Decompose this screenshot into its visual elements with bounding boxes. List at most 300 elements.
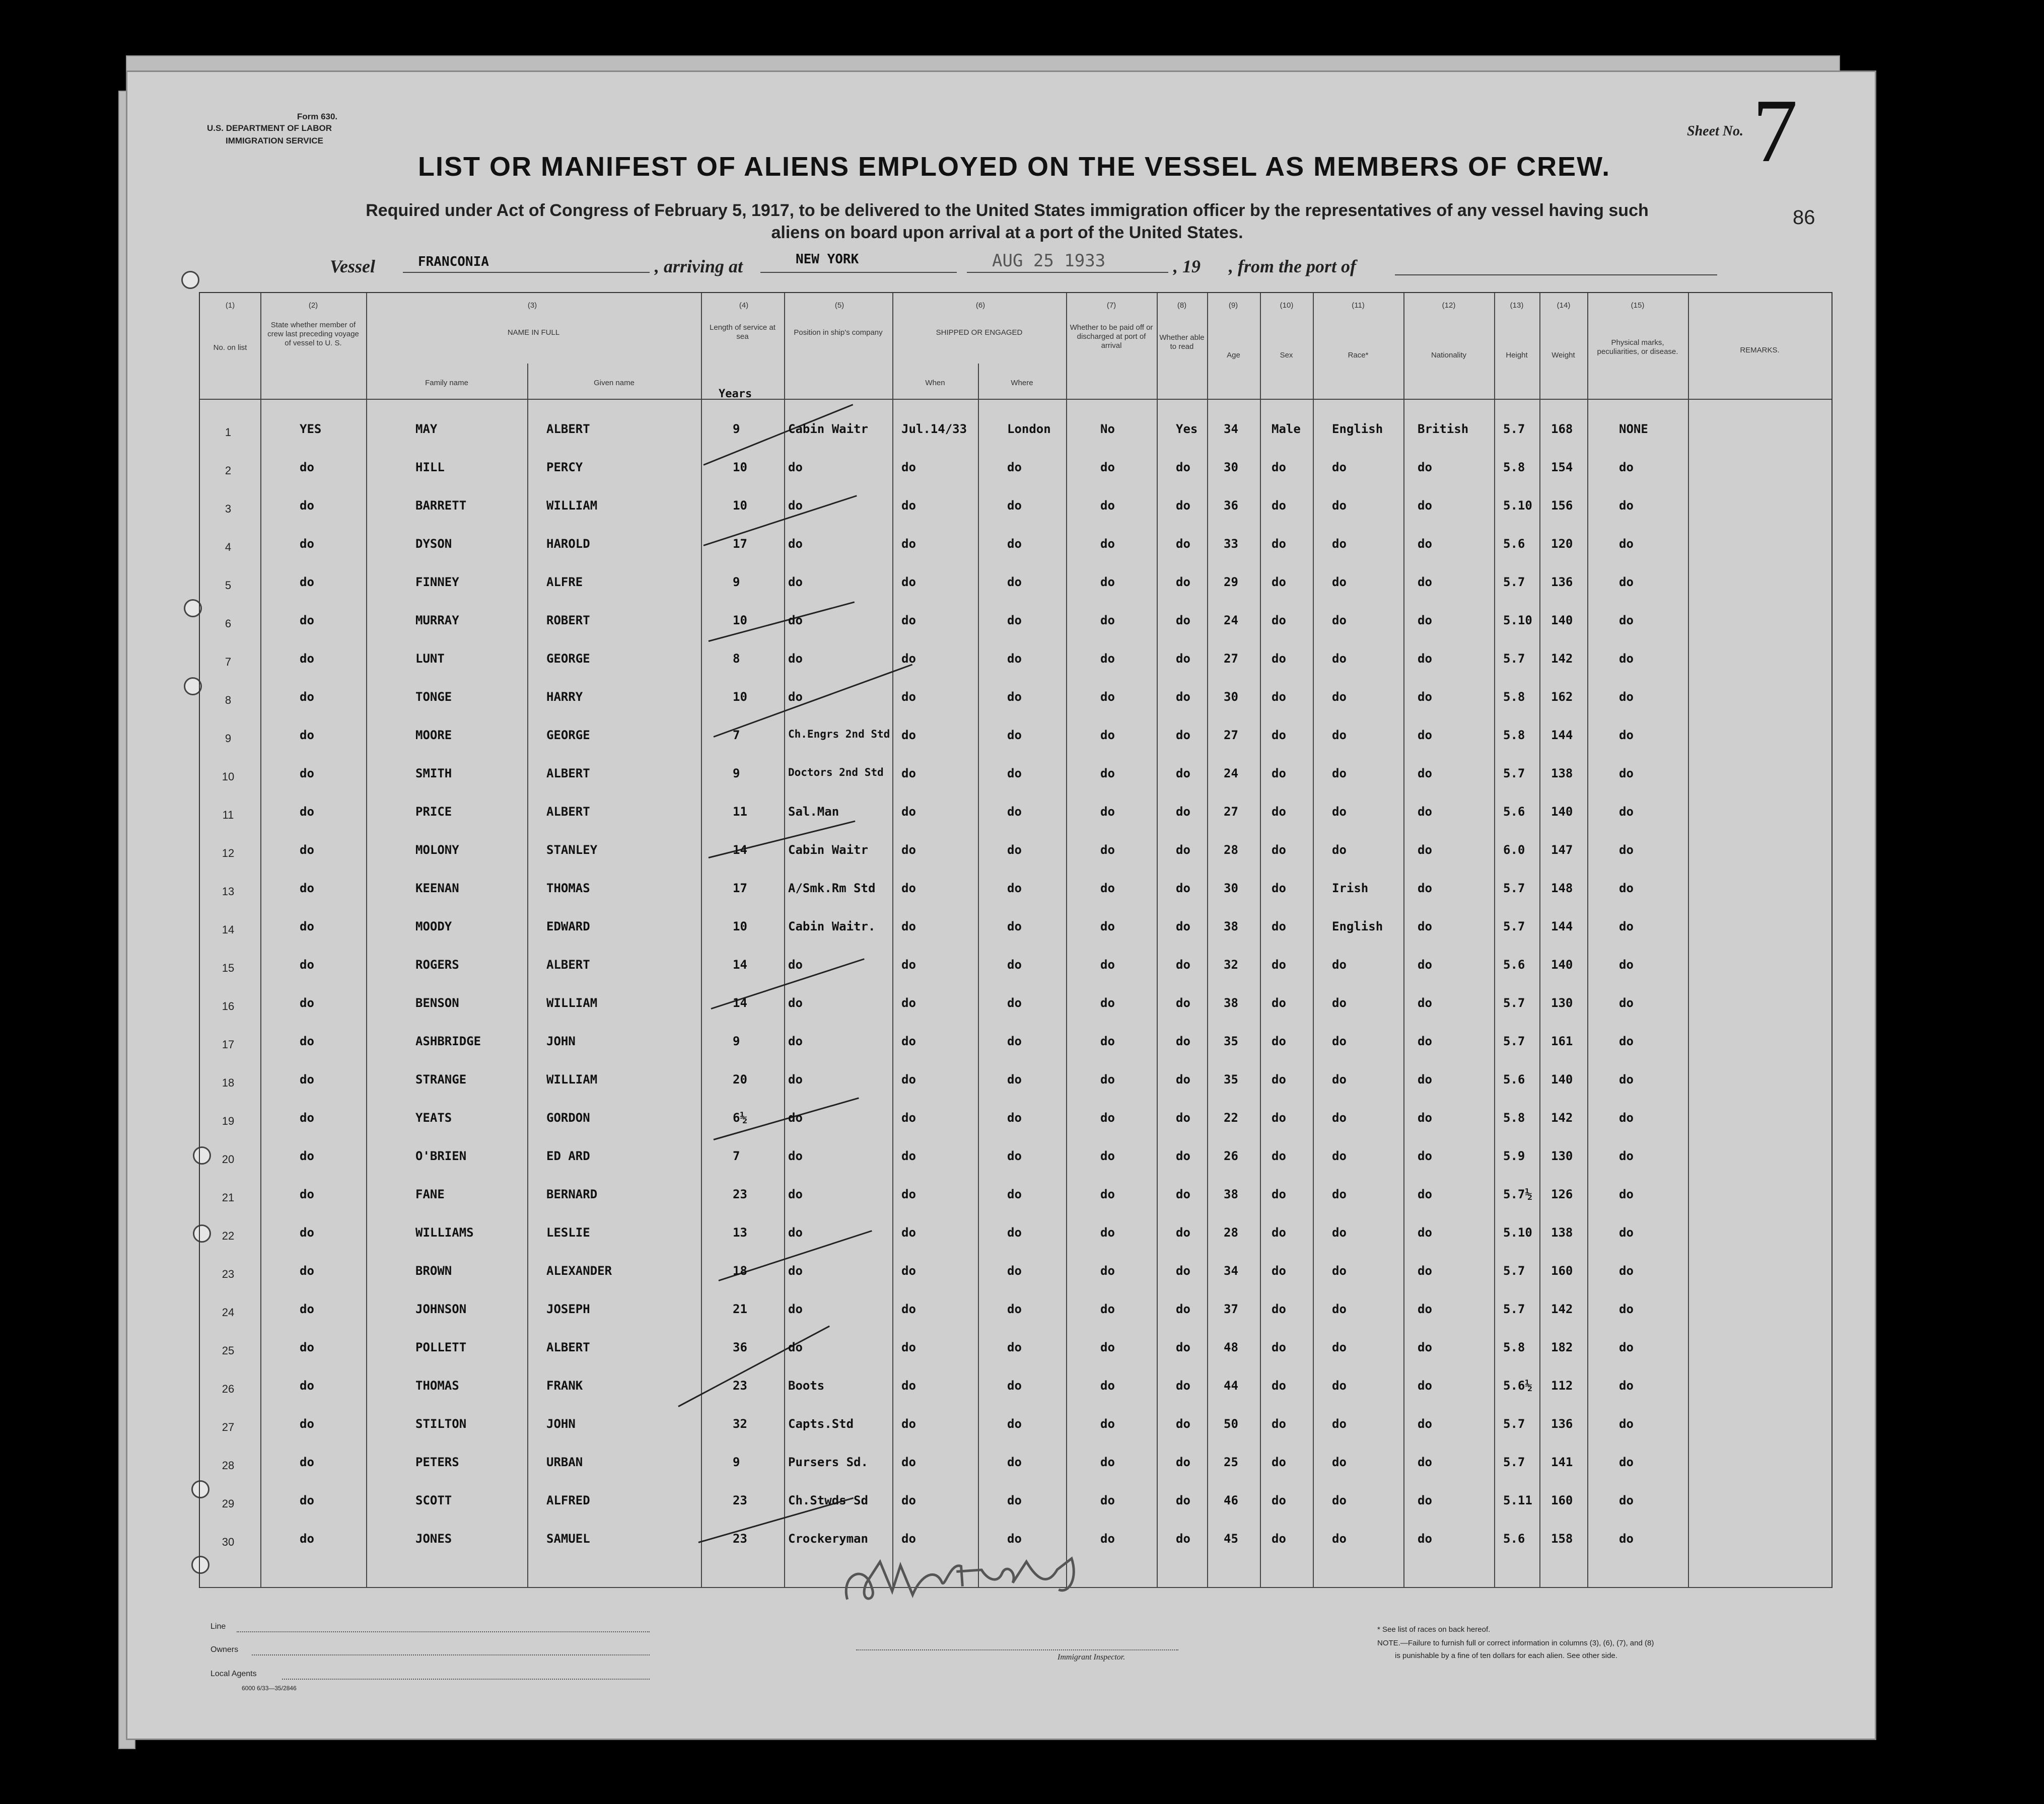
length-service-cell: 10 xyxy=(733,690,747,704)
shipped-where-cell: do xyxy=(1007,919,1022,933)
position-cell: do xyxy=(788,1340,803,1354)
height-cell: 5.6 xyxy=(1503,805,1525,819)
height-cell: 5.10 xyxy=(1503,613,1532,627)
shipped-when-cell: do xyxy=(901,766,916,780)
family-name-cell: FANE xyxy=(415,1187,445,1201)
years-note: Years xyxy=(719,388,752,400)
race-cell: Irish xyxy=(1332,881,1369,895)
height-cell: 5.7 xyxy=(1503,1417,1525,1431)
state-cell: do xyxy=(300,1264,314,1278)
paid-off-cell: do xyxy=(1100,881,1115,895)
position-cell: do xyxy=(788,690,803,704)
weight-cell: 158 xyxy=(1551,1532,1573,1546)
able-to-read-cell: do xyxy=(1176,460,1190,474)
able-to-read-cell: do xyxy=(1176,958,1190,972)
paid-off-cell: do xyxy=(1100,498,1115,513)
nationality-cell: do xyxy=(1418,728,1432,742)
row-number: 24 xyxy=(222,1306,235,1319)
able-to-read-cell: do xyxy=(1176,1493,1190,1507)
able-to-read-cell: do xyxy=(1176,843,1190,857)
height-cell: 5.8 xyxy=(1503,1340,1525,1354)
family-name-cell: TONGE xyxy=(415,690,452,704)
shipped-where-cell: do xyxy=(1007,1111,1022,1125)
race-cell: English xyxy=(1332,919,1383,933)
able-to-read-cell: do xyxy=(1176,1225,1190,1240)
state-cell: do xyxy=(300,1111,314,1125)
race-cell: English xyxy=(1332,422,1383,436)
paid-off-cell: do xyxy=(1100,996,1115,1010)
physical-marks-cell: do xyxy=(1619,881,1634,895)
state-cell: do xyxy=(300,690,314,704)
state-cell: do xyxy=(300,881,314,895)
race-cell: do xyxy=(1332,1264,1347,1278)
col-num: (13) xyxy=(1510,301,1524,310)
nationality-cell: do xyxy=(1418,575,1432,589)
race-cell: do xyxy=(1332,1379,1347,1393)
age-cell: 50 xyxy=(1224,1417,1238,1431)
col-num: (14) xyxy=(1557,301,1571,310)
race-cell: do xyxy=(1332,1072,1347,1087)
vessel-name: FRANCONIA xyxy=(418,254,489,269)
position-cell: do xyxy=(788,1111,803,1125)
age-cell: 22 xyxy=(1224,1111,1238,1125)
length-service-cell: 18 xyxy=(733,1264,747,1278)
shipped-when-cell: do xyxy=(901,919,916,933)
weight-cell: 144 xyxy=(1551,728,1573,742)
height-cell: 5.7 xyxy=(1503,1264,1525,1278)
nationality-cell: British xyxy=(1418,422,1469,436)
row-number: 2 xyxy=(225,464,232,477)
given-name-cell: JOHN xyxy=(546,1417,576,1431)
age-cell: 28 xyxy=(1224,843,1238,857)
state-cell: do xyxy=(300,1072,314,1087)
able-to-read-cell: do xyxy=(1176,1302,1190,1316)
able-to-read-cell: do xyxy=(1176,728,1190,742)
row-number: 12 xyxy=(222,847,235,859)
able-to-read-cell: do xyxy=(1176,1264,1190,1278)
physical-marks-cell: do xyxy=(1619,1149,1634,1163)
date-line xyxy=(967,272,1168,273)
given-name-cell: FRANK xyxy=(546,1379,583,1393)
age-cell: 34 xyxy=(1224,422,1238,436)
physical-marks-cell: do xyxy=(1619,498,1634,513)
footer-owners-rule xyxy=(252,1654,650,1655)
sex-cell: do xyxy=(1272,613,1286,627)
physical-marks-cell: do xyxy=(1619,1187,1634,1201)
given-name-cell: WILLIAM xyxy=(546,1072,598,1087)
age-cell: 24 xyxy=(1224,613,1238,627)
sex-cell: do xyxy=(1272,1532,1286,1546)
weight-cell: 160 xyxy=(1551,1264,1573,1278)
nationality-cell: do xyxy=(1418,766,1432,780)
height-cell: 5.8 xyxy=(1503,690,1525,704)
given-name-cell: HAROLD xyxy=(546,537,590,551)
shipped-when-cell: do xyxy=(901,1111,916,1125)
nationality-cell: do xyxy=(1418,690,1432,704)
length-service-cell: 20 xyxy=(733,1072,747,1087)
given-name-cell: URBAN xyxy=(546,1455,583,1469)
nationality-cell: do xyxy=(1418,652,1432,666)
paid-off-cell: do xyxy=(1100,1379,1115,1393)
length-service-cell: 17 xyxy=(733,537,747,551)
shipped-where-cell: do xyxy=(1007,1532,1022,1546)
nationality-cell: do xyxy=(1418,1493,1432,1507)
height-cell: 5.7½ xyxy=(1503,1187,1532,1201)
col-num: (15) xyxy=(1631,301,1645,310)
sheet-number: 7 xyxy=(1752,81,1798,181)
length-service-cell: 9 xyxy=(733,766,740,780)
col-num: (6) xyxy=(975,301,985,310)
height-cell: 5.7 xyxy=(1503,575,1525,589)
physical-marks-cell: do xyxy=(1619,1034,1634,1048)
year-label: , 19 xyxy=(1173,256,1201,276)
sex-cell: do xyxy=(1272,1264,1286,1278)
given-name-cell: ALBERT xyxy=(546,958,590,972)
state-cell: do xyxy=(300,1187,314,1201)
able-to-read-cell: do xyxy=(1176,575,1190,589)
weight-cell: 144 xyxy=(1551,919,1573,933)
col-divider xyxy=(1587,293,1588,1587)
given-name-cell: HARRY xyxy=(546,690,583,704)
paid-off-cell: do xyxy=(1100,1111,1115,1125)
header-age: Age xyxy=(1227,351,1240,359)
shipped-when-cell: do xyxy=(901,881,916,895)
given-name-cell: GEORGE xyxy=(546,728,590,742)
shipped-when-cell: do xyxy=(901,460,916,474)
col-divider xyxy=(1157,293,1158,1587)
length-service-cell: 32 xyxy=(733,1417,747,1431)
subtitle-line-1: Required under Act of Congress of February 5, 1917, to be delivered to the United States immigration officer by the representatives of any vessel having such xyxy=(366,201,1649,220)
shipped-when-cell: do xyxy=(901,996,916,1010)
col-num: (8) xyxy=(1177,301,1187,310)
paid-off-cell: do xyxy=(1100,1072,1115,1087)
physical-marks-cell: do xyxy=(1619,1455,1634,1469)
state-cell: do xyxy=(300,958,314,972)
shipped-when-cell: Jul.14/33 xyxy=(901,422,967,436)
row-number: 10 xyxy=(222,770,235,783)
paid-off-cell: do xyxy=(1100,690,1115,704)
age-cell: 24 xyxy=(1224,766,1238,780)
row-number: 29 xyxy=(222,1497,235,1510)
given-name-cell: ALBERT xyxy=(546,766,590,780)
race-cell: do xyxy=(1332,690,1347,704)
sex-cell: do xyxy=(1272,498,1286,513)
nationality-cell: do xyxy=(1418,1532,1432,1546)
arrival-port: NEW YORK xyxy=(796,252,859,267)
paid-off-cell: do xyxy=(1100,1302,1115,1316)
race-cell: do xyxy=(1332,575,1347,589)
shipped-where-cell: do xyxy=(1007,690,1022,704)
able-to-read-cell: do xyxy=(1176,690,1190,704)
age-cell: 38 xyxy=(1224,996,1238,1010)
weight-cell: 140 xyxy=(1551,958,1573,972)
col-divider xyxy=(892,293,893,1587)
physical-marks-cell: NONE xyxy=(1619,422,1648,436)
height-cell: 5.6 xyxy=(1503,537,1525,551)
family-name-cell: SCOTT xyxy=(415,1493,452,1507)
given-name-cell: WILLIAM xyxy=(546,498,598,513)
sex-cell: do xyxy=(1272,805,1286,819)
given-name-cell: PERCY xyxy=(546,460,583,474)
height-cell: 5.6 xyxy=(1503,958,1525,972)
shipped-where-cell: do xyxy=(1007,1340,1022,1354)
physical-marks-cell: do xyxy=(1619,1417,1634,1431)
shipped-where-cell: do xyxy=(1007,1417,1022,1431)
age-cell: 32 xyxy=(1224,958,1238,972)
footer-agents-label: Local Agents xyxy=(210,1670,257,1678)
sex-cell: do xyxy=(1272,919,1286,933)
crew-table xyxy=(199,292,1832,1588)
position-cell: do xyxy=(788,958,803,972)
shipped-when-cell: do xyxy=(901,575,916,589)
given-name-cell: ED ARD xyxy=(546,1149,590,1163)
nationality-cell: do xyxy=(1418,1187,1432,1201)
col-divider xyxy=(260,293,261,1587)
nationality-cell: do xyxy=(1418,843,1432,857)
footer-agents-rule xyxy=(282,1679,650,1680)
given-name-cell: WILLIAM xyxy=(546,996,598,1010)
given-name-cell: ALBERT xyxy=(546,805,590,819)
weight-cell: 161 xyxy=(1551,1034,1573,1048)
shipped-when-cell: do xyxy=(901,1340,916,1354)
family-name-cell: POLLETT xyxy=(415,1340,467,1354)
weight-cell: 154 xyxy=(1551,460,1573,474)
age-cell: 30 xyxy=(1224,690,1238,704)
row-number: 30 xyxy=(222,1536,235,1548)
row-number: 9 xyxy=(225,732,232,745)
sex-cell: do xyxy=(1272,575,1286,589)
race-cell: do xyxy=(1332,1111,1347,1125)
races-note: * See list of races on back hereof. xyxy=(1377,1625,1491,1634)
header-no-on-list: No. on list xyxy=(213,343,247,352)
shipped-when-cell: do xyxy=(901,652,916,666)
given-name-cell: GEORGE xyxy=(546,652,590,666)
height-cell: 5.9 xyxy=(1503,1149,1525,1163)
able-to-read-cell: do xyxy=(1176,1379,1190,1393)
sex-cell: do xyxy=(1272,1072,1286,1087)
from-port-line xyxy=(1395,274,1717,275)
col-num: (7) xyxy=(1106,301,1116,310)
shipped-where-cell: do xyxy=(1007,460,1022,474)
able-to-read-cell: do xyxy=(1176,996,1190,1010)
race-cell: do xyxy=(1332,1455,1347,1469)
nationality-cell: do xyxy=(1418,805,1432,819)
position-cell: do xyxy=(788,652,803,666)
family-name-cell: BENSON xyxy=(415,996,459,1010)
physical-marks-cell: do xyxy=(1619,652,1634,666)
paid-off-cell: do xyxy=(1100,843,1115,857)
sex-cell: do xyxy=(1272,1302,1286,1316)
physical-marks-cell: do xyxy=(1619,1379,1634,1393)
length-service-cell: 13 xyxy=(733,1225,747,1240)
given-name-cell: LESLIE xyxy=(546,1225,590,1240)
header-nationality: Nationality xyxy=(1431,351,1467,359)
height-cell: 5.11 xyxy=(1503,1493,1532,1507)
shipped-when-cell: do xyxy=(901,1417,916,1431)
paid-off-cell: do xyxy=(1100,1532,1115,1546)
row-number: 23 xyxy=(222,1268,235,1280)
physical-marks-cell: do xyxy=(1619,805,1634,819)
sex-cell: do xyxy=(1272,843,1286,857)
state-cell: do xyxy=(300,537,314,551)
print-code: 6000 6/33—35/2846 xyxy=(242,1685,297,1692)
position-cell: Crockeryman xyxy=(788,1532,868,1546)
length-service-cell: 8 xyxy=(733,652,740,666)
shipped-when-cell: do xyxy=(901,613,916,627)
nationality-cell: do xyxy=(1418,1111,1432,1125)
physical-marks-cell: do xyxy=(1619,958,1634,972)
col-divider xyxy=(1313,293,1314,1587)
able-to-read-cell: do xyxy=(1176,805,1190,819)
shipped-where-cell: do xyxy=(1007,1072,1022,1087)
header-sex: Sex xyxy=(1280,351,1293,359)
state-cell: do xyxy=(300,1379,314,1393)
physical-marks-cell: do xyxy=(1619,1072,1634,1087)
sex-cell: do xyxy=(1272,996,1286,1010)
nationality-cell: do xyxy=(1418,1379,1432,1393)
height-cell: 5.8 xyxy=(1503,460,1525,474)
able-to-read-cell: do xyxy=(1176,919,1190,933)
able-to-read-cell: do xyxy=(1176,881,1190,895)
check-stroke xyxy=(703,495,857,546)
state-cell: do xyxy=(300,728,314,742)
shipped-when-cell: do xyxy=(901,1225,916,1240)
sex-cell: do xyxy=(1272,690,1286,704)
age-cell: 33 xyxy=(1224,537,1238,551)
position-cell: do xyxy=(788,613,803,627)
shipped-when-cell: do xyxy=(901,1034,916,1048)
physical-marks-cell: do xyxy=(1619,766,1634,780)
row-number: 19 xyxy=(222,1115,235,1127)
state-cell: do xyxy=(300,1225,314,1240)
able-to-read-cell: do xyxy=(1176,537,1190,551)
able-to-read-cell: do xyxy=(1176,498,1190,513)
shipped-where-cell: do xyxy=(1007,1264,1022,1278)
weight-cell: 160 xyxy=(1551,1493,1573,1507)
shipped-where-cell: do xyxy=(1007,613,1022,627)
row-number: 1 xyxy=(225,426,232,439)
weight-cell: 142 xyxy=(1551,652,1573,666)
paid-off-cell: do xyxy=(1100,958,1115,972)
weight-cell: 112 xyxy=(1551,1379,1573,1393)
height-cell: 5.7 xyxy=(1503,766,1525,780)
col-divider xyxy=(1494,293,1495,1587)
family-name-cell: WILLIAMS xyxy=(415,1225,474,1240)
height-cell: 5.8 xyxy=(1503,728,1525,742)
position-cell: do xyxy=(788,1034,803,1048)
race-cell: do xyxy=(1332,958,1347,972)
nationality-cell: do xyxy=(1418,1302,1432,1316)
paid-off-cell: do xyxy=(1100,460,1115,474)
physical-marks-cell: do xyxy=(1619,460,1634,474)
position-cell: Cabin Waitr xyxy=(788,422,868,436)
header-rule xyxy=(200,399,1831,400)
nationality-cell: do xyxy=(1418,537,1432,551)
weight-cell: 140 xyxy=(1551,805,1573,819)
age-cell: 44 xyxy=(1224,1379,1238,1393)
arrival-port-line xyxy=(760,272,957,273)
given-name-cell: EDWARD xyxy=(546,919,590,933)
shipped-when-cell: do xyxy=(901,1072,916,1087)
col-num: (5) xyxy=(834,301,844,310)
height-cell: 5.7 xyxy=(1503,919,1525,933)
able-to-read-cell: do xyxy=(1176,1187,1190,1201)
col-num: (2) xyxy=(308,301,318,310)
sex-cell: do xyxy=(1272,1340,1286,1354)
state-cell: do xyxy=(300,1493,314,1507)
age-cell: 45 xyxy=(1224,1532,1238,1546)
length-service-cell: 21 xyxy=(733,1302,747,1316)
shipped-when-cell: do xyxy=(901,690,916,704)
weight-cell: 156 xyxy=(1551,498,1573,513)
weight-cell: 130 xyxy=(1551,996,1573,1010)
state-cell: do xyxy=(300,919,314,933)
length-service-cell: 9 xyxy=(733,1455,740,1469)
sex-cell: do xyxy=(1272,1111,1286,1125)
row-number: 25 xyxy=(222,1344,235,1357)
paid-off-cell: do xyxy=(1100,1340,1115,1354)
given-name-cell: JOHN xyxy=(546,1034,576,1048)
family-name-cell: YEATS xyxy=(415,1111,452,1125)
penalty-note-2: is punishable by a fine of ten dollars for each alien. See other side. xyxy=(1395,1651,1617,1660)
state-cell: do xyxy=(300,575,314,589)
paid-off-cell: do xyxy=(1100,537,1115,551)
paid-off-cell: do xyxy=(1100,919,1115,933)
length-service-cell: 10 xyxy=(733,919,747,933)
physical-marks-cell: do xyxy=(1619,575,1634,589)
nationality-cell: do xyxy=(1418,958,1432,972)
shipped-when-cell: do xyxy=(901,1532,916,1546)
height-cell: 5.7 xyxy=(1503,422,1525,436)
footer-owners-label: Owners xyxy=(210,1645,239,1654)
col-num: (11) xyxy=(1352,301,1365,310)
weight-cell: 136 xyxy=(1551,1417,1573,1431)
nationality-cell: do xyxy=(1418,919,1432,933)
weight-cell: 126 xyxy=(1551,1187,1573,1201)
weight-cell: 138 xyxy=(1551,1225,1573,1240)
position-cell: do xyxy=(788,460,803,474)
department-name: U.S. DEPARTMENT OF LABOR xyxy=(206,123,332,133)
shipped-when-cell: do xyxy=(901,498,916,513)
height-cell: 5.8 xyxy=(1503,1111,1525,1125)
header-position: Position in ship's company xyxy=(794,328,883,337)
footer-line-label: Line xyxy=(210,1622,226,1631)
age-cell: 27 xyxy=(1224,805,1238,819)
given-name-cell: ALEXANDER xyxy=(546,1264,612,1278)
paid-off-cell: do xyxy=(1100,652,1115,666)
state-cell: do xyxy=(300,1340,314,1354)
family-name-cell: STRANGE xyxy=(415,1072,467,1087)
length-service-cell: 10 xyxy=(733,613,747,627)
header-weight: Weight xyxy=(1552,351,1575,359)
shipped-where-cell: do xyxy=(1007,805,1022,819)
position-cell: do xyxy=(788,537,803,551)
family-name-cell: JONES xyxy=(415,1532,452,1546)
weight-cell: 136 xyxy=(1551,575,1573,589)
position-cell: Ch.Stwds Sd xyxy=(788,1493,868,1507)
physical-marks-cell: do xyxy=(1619,919,1634,933)
inspector-label: Immigrant Inspector. xyxy=(1058,1653,1125,1662)
physical-marks-cell: do xyxy=(1619,1225,1634,1240)
shipped-where-cell: do xyxy=(1007,1149,1022,1163)
sex-cell: do xyxy=(1272,1493,1286,1507)
height-cell: 6.0 xyxy=(1503,843,1525,857)
shipped-when-cell: do xyxy=(901,1187,916,1201)
weight-cell: 120 xyxy=(1551,537,1573,551)
shipped-where-cell: do xyxy=(1007,1187,1022,1201)
shipped-where-cell: do xyxy=(1007,1379,1022,1393)
header-name-in-full: NAME IN FULL xyxy=(507,328,560,337)
